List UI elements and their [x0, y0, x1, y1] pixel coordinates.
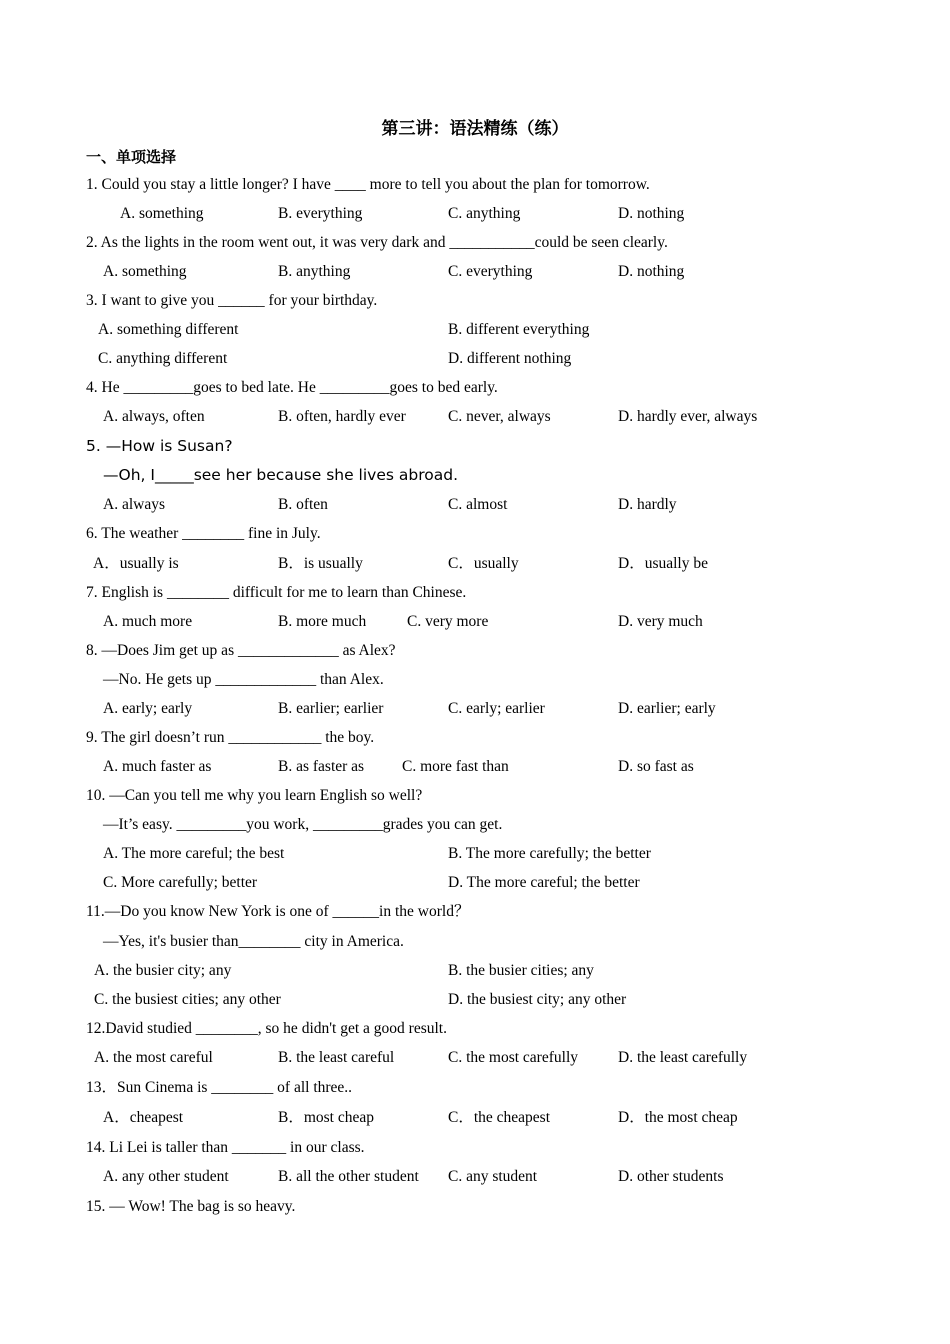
q14-option-d[interactable]: D. other students	[618, 1168, 724, 1185]
q5-option-d[interactable]: D. hardly	[618, 496, 677, 513]
q7-option-d[interactable]: D. very much	[618, 613, 703, 630]
q11-option-b[interactable]: B. the busier cities; any	[448, 962, 594, 979]
q3-option-b[interactable]: B. different everything	[448, 321, 590, 338]
q6-option-b[interactable]: B．is usually	[278, 555, 363, 572]
q9-option-c[interactable]: C. more fast than	[402, 758, 509, 775]
q1-option-d[interactable]: D. nothing	[618, 205, 685, 222]
q1-option-a[interactable]: A. something	[120, 205, 204, 222]
q11-option-d[interactable]: D. the busiest city; any other	[448, 991, 627, 1008]
q14-option-b[interactable]: B. all the other student	[278, 1168, 419, 1185]
question-4-stem: 4. He _________goes to bed late. He _________goes to bed early.	[86, 379, 498, 396]
q10-option-c[interactable]: C. More carefully; better	[103, 874, 258, 891]
q13-option-d[interactable]: D．the most cheap	[618, 1109, 738, 1126]
q9-option-d[interactable]: D. so fast as	[618, 758, 694, 775]
question-15-stem: 15. — Wow! The bag is so heavy.	[86, 1198, 296, 1215]
question-14-stem: 14. Li Lei is taller than _______ in our class.	[86, 1139, 365, 1156]
question-8-followup: —No. He gets up _____________ than Alex.	[103, 671, 384, 688]
q5-option-b[interactable]: B. often	[278, 496, 328, 513]
q8-option-d[interactable]: D. earlier; early	[618, 700, 716, 717]
q8-option-a[interactable]: A. early; early	[103, 700, 193, 717]
question-11-followup: —Yes, it's busier than________ city in America.	[103, 933, 404, 950]
q12-option-d[interactable]: D. the least carefully	[618, 1049, 748, 1066]
question-9-stem: 9. The girl doesn’t run ____________ the boy.	[86, 729, 375, 746]
question-11-stem: 11.—Do you know New York is one of ______in the world？	[86, 903, 470, 920]
q3-option-c[interactable]: C. anything different	[98, 350, 228, 367]
q4-option-b[interactable]: B. often, hardly ever	[278, 408, 406, 425]
question-7-stem: 7. English is ________ difficult for me to learn than Chinese.	[86, 584, 467, 601]
q7-option-b[interactable]: B. more much	[278, 613, 367, 630]
q7-option-a[interactable]: A. much more	[103, 613, 193, 630]
q2-option-b[interactable]: B. anything	[278, 263, 351, 280]
q12-option-b[interactable]: B. the least careful	[278, 1049, 395, 1066]
q11-option-c[interactable]: C. the busiest cities; any other	[94, 991, 281, 1008]
q8-option-b[interactable]: B. earlier; earlier	[278, 700, 384, 717]
q14-option-a[interactable]: A. any other student	[103, 1168, 229, 1185]
q13-option-c[interactable]: C．the cheapest	[448, 1109, 551, 1126]
q13-option-a[interactable]: A．cheapest	[103, 1109, 184, 1126]
question-3-stem: 3. I want to give you ______ for your birthday.	[86, 292, 378, 309]
q6-option-d[interactable]: D．usually be	[618, 555, 708, 572]
question-8-stem: 8. —Does Jim get up as _____________ as Alex?	[86, 642, 396, 659]
page-title: 第三讲：语法精练（练）	[381, 119, 569, 139]
q10-option-b[interactable]: B. The more carefully; the better	[448, 845, 651, 862]
q9-option-b[interactable]: B. as faster as	[278, 758, 365, 775]
q9-option-a[interactable]: A. much faster as	[103, 758, 212, 775]
q13-option-b[interactable]: B．most cheap	[278, 1109, 374, 1126]
question-5-followup: —Oh, I_____see her because she lives abroad.	[103, 466, 458, 484]
question-2-stem: 2. As the lights in the room went out, it was very dark and ___________could be seen clearly.	[86, 234, 668, 251]
q7-option-c[interactable]: C. very more	[407, 613, 489, 630]
question-6-stem: 6. The weather ________ fine in July.	[86, 525, 321, 542]
q5-option-c[interactable]: C. almost	[448, 496, 508, 513]
q11-option-a[interactable]: A. the busier city; any	[94, 962, 232, 979]
q3-option-a[interactable]: A. something different	[98, 321, 239, 338]
q12-option-c[interactable]: C. the most carefully	[448, 1049, 578, 1066]
question-1-stem: 1. Could you stay a little longer? I have ____ more to tell you about the plan for tomorrow.	[86, 176, 650, 193]
section-heading: 一、单项选择	[86, 148, 177, 166]
q2-option-c[interactable]: C. everything	[448, 263, 533, 280]
q6-option-c[interactable]: C．usually	[448, 555, 519, 572]
question-10-followup: —It’s easy. _________you work, _________grades you can get.	[103, 816, 503, 833]
question-10-stem: 10. —Can you tell me why you learn English so well?	[86, 787, 423, 804]
q1-option-b[interactable]: B. everything	[278, 205, 363, 222]
q3-option-d[interactable]: D. different nothing	[448, 350, 572, 367]
question-13-stem: 13．Sun Cinema is ________ of all three..	[86, 1079, 353, 1096]
q1-option-c[interactable]: C. anything	[448, 205, 521, 222]
q12-option-a[interactable]: A. the most careful	[94, 1049, 213, 1066]
q10-option-d[interactable]: D. The more careful; the better	[448, 874, 640, 891]
question-12-stem: 12.David studied ________, so he didn't get a good result.	[86, 1020, 447, 1037]
q4-option-d[interactable]: D. hardly ever, always	[618, 408, 758, 425]
q8-option-c[interactable]: C. early; earlier	[448, 700, 545, 717]
q14-option-c[interactable]: C. any student	[448, 1168, 538, 1185]
q4-option-a[interactable]: A. always, often	[103, 408, 205, 425]
q2-option-d[interactable]: D. nothing	[618, 263, 685, 280]
q5-option-a[interactable]: A. always	[103, 496, 165, 513]
q4-option-c[interactable]: C. never, always	[448, 408, 551, 425]
q6-option-a[interactable]: A．usually is	[93, 555, 179, 572]
q2-option-a[interactable]: A. something	[103, 263, 187, 280]
question-5-stem: 5. —How is Susan?	[86, 437, 233, 455]
q10-option-a[interactable]: A. The more careful; the best	[103, 845, 285, 862]
